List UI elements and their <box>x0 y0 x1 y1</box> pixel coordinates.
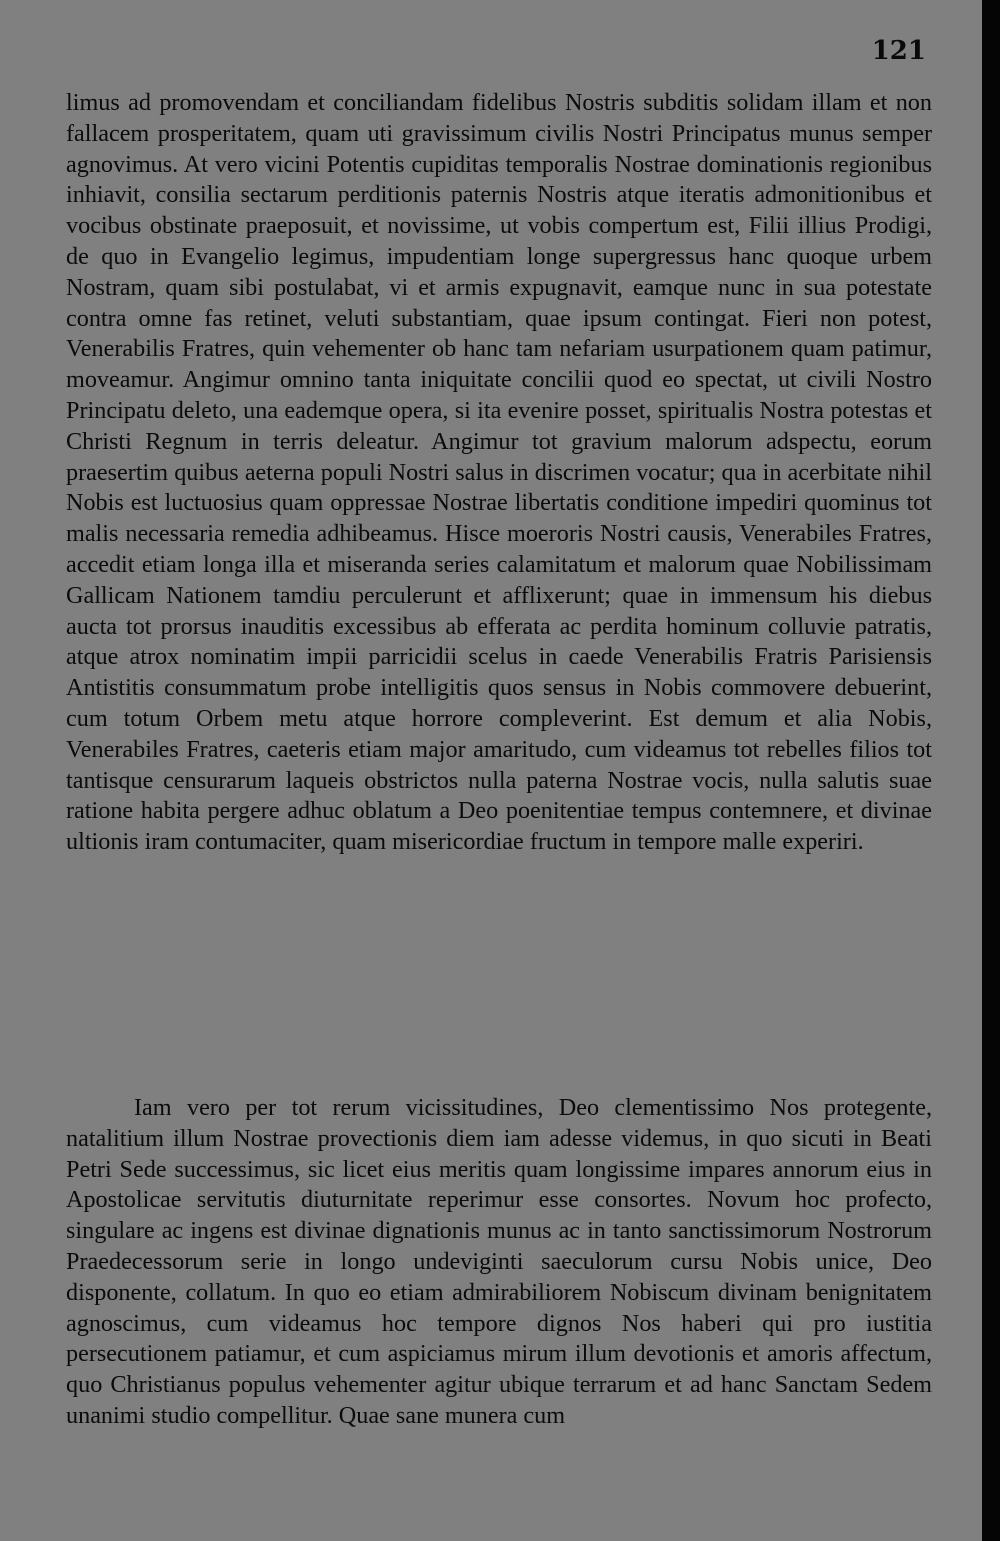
body-paragraph-1: limus ad promovendam et conciliandam fidelibus Nostris subditis solidam illam et non fallacem prosperitatem, quam uti gravissimum civilis Nostri Principatus munus semper agnovimus. At vero vicini Potentis cupiditas temporalis Nostrae dominationis regionibus inhiavit, consilia sectarum perditionis paternis Nostris atque iteratis admonitionibus et vocibus obstinate praeposuit, et novissime, ut vobis compertum est, Filii illius Prodigi, de quo in Evangelio legimus, impudentiam longe supergressus hanc quoque urbem Nostram, quam sibi postulabat, vi et armis expugnavit, eamque nunc in sua potestate contra omne fas retinet, veluti substantiam, quae ipsum contingat. Fieri non potest, Venerabilis Fratres, quin vehementer ob hanc tam nefariam usurpationem quam patimur, moveamur. Angimur omnino tanta iniquitate concilii quod eo spectat, ut civili Nostro Principatu deleto, una eademque opera, si ita evenire posset, spiritualis Nostra potestas et Christi Regnum in terris deleatur. Angimur tot gravium malorum adspectu, eorum praesertim quibus aeterna populi Nostri salus in discrimen vocatur; qua in acerbitate nihil Nobis est luctuosius quam oppressae Nostrae libertatis conditione impediri quominus tot malis necessaria remedia adhibeamus. Hisce moeroris Nostri causis, Venerabiles Fratres, accedit etiam longa illa et miseranda series calamitatum et malorum quae Nobilissimam Gallicam Nationem tamdiu perculerunt et afflixerunt; quae in immensum his diebus aucta tot prorsus inauditis excessibus ab efferata ac perdita hominum colluvie patratis, atque atrox nominatim impii parricidii scelus in caede Venerabilis Fratris Parisiensis Antistitis consummatum probe intelligitis quos sensus in Nobis commovere debuerint, cum totum Orbem metu atque horrore compleverint. Est demum et alia Nobis, Venerabiles Fratres, caeteris etiam major amaritudo, cum videamus tot rebelles filios tot tantisque censurarum laqueis obstrictos nulla paterna Nostrae vocis, nulla salutis suae ratione habita pergere adhuc oblatum a Deo poenitentiae tempus contemnere, et divinae ultionis iram contumaciter, quam misericordiae fructum in tempore malle experiri. <box>66 89 932 856</box>
body-paragraph-2: Iam vero per tot rerum vicissitudines, Deo clementissimo Nos protegente, natalitium illum Nostrae provectionis diem iam adesse videmus, in quo sicuti in Beati Petri Sede successimus, sic licet eius meritis quam longissime impares annorum eius in Apostolicae servitutis diuturnitate reperimur esse consortes. Novum hoc profecto, singulare ac ingens est divinae dignationis munus ac in tanto sanctissimorum Nostrorum Praedecessorum serie in longo undeviginti saeculorum cursu Nobis unice, Deo disponente, collatum. In quo eo etiam admirabiliorem Nobiscum divinam benignitatem agnoscimus, cum videamus hoc tempore dignos Nos haberi qui pro iustitia persecutionem patiamur, et cum aspiciamus mirum illum devotionis et amoris affectum, quo Christianus populus vehementer agitur ubique terrarum et ad hanc Sanctam Sedem unanimi studio compellitur. Quae sane munera cum <box>66 1094 932 1429</box>
page-number: 121 <box>871 36 926 66</box>
